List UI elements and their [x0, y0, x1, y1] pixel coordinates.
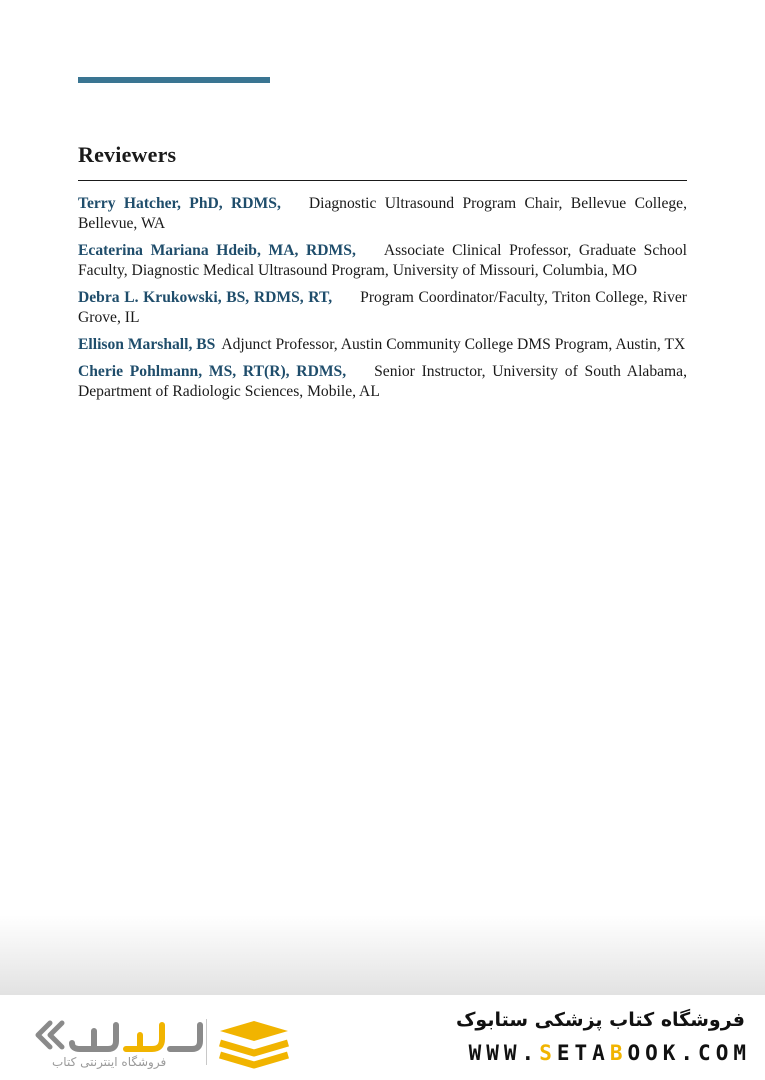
store-title: فروشگاه کتاب پزشکی ستابوک [455, 1009, 745, 1031]
reviewer-name-comma: , [342, 363, 347, 380]
reviewer-name: Ellison Marshall, BS [78, 336, 216, 353]
reviewer-list [78, 194, 687, 409]
logo-divider [206, 1019, 207, 1065]
reviewer-name-comma: , [328, 289, 333, 306]
reviewer-entry [78, 288, 687, 328]
store-url-link[interactable] [469, 1041, 751, 1065]
reviewer-name: Ecaterina Mariana Hdeib, MA, RDMS [78, 242, 352, 259]
url-letter-t: T [574, 1041, 593, 1065]
reviewer-name-comma: , [276, 195, 281, 212]
reviewer-entry [78, 241, 687, 281]
url-prefix: WWW. [468, 1041, 540, 1065]
reviewer-name-comma: , [351, 242, 356, 259]
reviewer-name: Debra L. Krukowski, BS, RDMS, RT [78, 289, 329, 306]
url-letter-b: B [609, 1041, 628, 1065]
heading-rule [78, 180, 687, 181]
book-stack-icon [220, 1021, 288, 1065]
setabook-logo[interactable] [28, 1013, 298, 1073]
reviewer-name: Cherie Pohlmann, MS, RT(R), RDMS [78, 363, 343, 380]
logo-caption: فروشگاه اینترنتی کتاب [52, 1055, 167, 1069]
url-rest: OOK.COM [627, 1041, 751, 1065]
footer-shadow [0, 915, 765, 995]
decorative-top-bar [78, 77, 270, 83]
reviewer-affiliation: Adjunct Professor, Austin Community College DMS Program, Austin, TX [221, 336, 686, 353]
page-title: Reviewers [78, 142, 177, 167]
watermark-footer [0, 995, 765, 1080]
reviewer-entry [78, 362, 687, 402]
reviewer-affiliation: Program Coordinator/Faculty, Triton College, River Grove, IL [78, 289, 687, 326]
url-letter-a: A [592, 1041, 610, 1065]
url-letter-e: E [556, 1041, 575, 1065]
reviewer-affiliation: Senior Instructor, University of South Alabama, Department of Radiologic Sciences, Mobile, AL [78, 363, 687, 400]
reviewer-affiliation: Diagnostic Ultrasound Program Chair, Bellevue College, Bellevue, WA [78, 195, 687, 232]
reviewer-affiliation: Associate Clinical Professor, Graduate School Faculty, Diagnostic Medical Ultrasound Program, University of Missouri, Columbia, MO [78, 242, 687, 279]
reviewer-entry [78, 194, 687, 234]
reviewer-name: Terry Hatcher, PhD, RDMS [78, 195, 277, 212]
reviewer-entry [78, 335, 687, 355]
url-letter-s: S [539, 1041, 557, 1065]
